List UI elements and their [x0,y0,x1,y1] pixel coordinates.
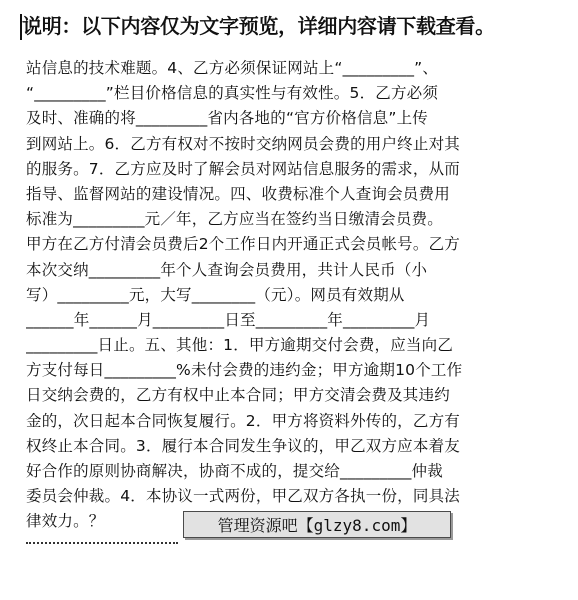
dotted-divider [26,536,178,544]
brand-watermark-box[interactable]: 管理资源吧【glzy8.com】 [183,511,451,538]
document-body [26,56,562,535]
document-line: 权终止本合同。3．履行本合同发生争议的，甲乙双方应本着友 [26,436,460,455]
document-line: 日交纳会费的，乙方有权中止本合同；甲方交清会费及其违约 [26,386,450,405]
document-line: 委员会仲裁。4．本协议一式两份，甲乙双方各执一份，同具法 [26,487,460,506]
document-line: 写）_________元，大写________（元）。网员有效期从 [26,285,405,304]
document-line: 站信息的技术难题。4、乙方必须保证网站上“_________”、 [26,59,439,77]
document-line: 金的，次日起本合同恢复履行。2．甲方将资料外传的，乙方有 [26,411,460,430]
document-line: 指导、监督网站的建设情况。四、收费标准个人查询会员费用 [26,184,450,203]
document-line: 到网站上。6．乙方有权对不按时交纳网员会费的用户终止对其 [26,134,460,153]
document-line: 律效力。？ [26,512,105,531]
document-line: 的服务。7．乙方应及时了解会员对网站信息服务的需求，从而 [26,159,460,178]
document-line: _________日止。五、其他：1．甲方逾期交付会费，应当向乙 [26,336,454,355]
document-line: 及时、准确的将_________省内各地的“官方价格信息”上传 [26,109,429,128]
document-line: 甲方在乙方付清会员费后2个工作日内开通正式会员帐号。乙方 [26,235,460,254]
document-line: “_________”栏目价格信息的真实性与有效性。5．乙方必须 [26,84,439,103]
document-line: 本次交纳_________年个人查询会员费用，共计人民币（小 [26,260,428,279]
document-line: 方支付每日_________%未付会费的违约金；甲方逾期10个工作 [26,361,463,380]
preview-notice: 说明：以下内容仅为文字预览，详细内容请下载查看。 [22,14,495,38]
document-line: 好合作的原则协商解决，协商不成的，提交给_________仲裁 [26,462,443,480]
document-line: 标准为_________元／年，乙方应当在签约当日缴清会员费。 [26,210,443,229]
document-line: ______年______月_________日至_________年_________月 [26,310,431,329]
